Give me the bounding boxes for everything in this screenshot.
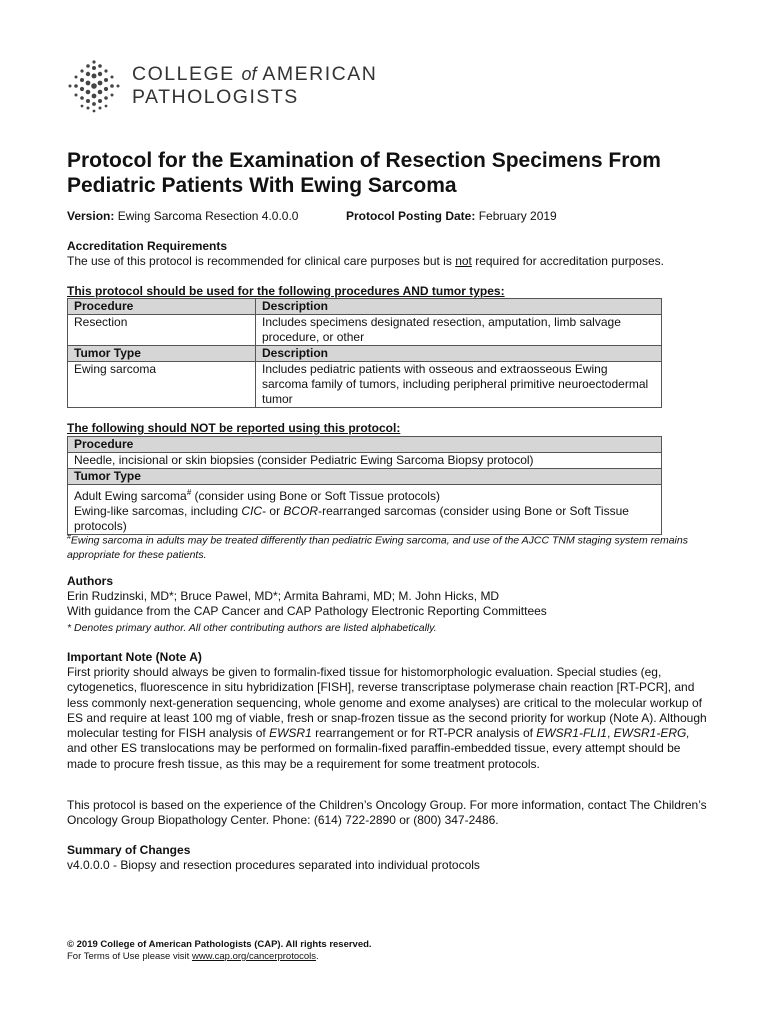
summary-heading: Summary of Changes: [67, 843, 191, 857]
logo-line-2: PATHOLOGISTS: [132, 86, 299, 108]
table-header-cell: Description: [256, 346, 662, 362]
table-header-cell: Procedure: [68, 437, 662, 453]
table-cell: Resection: [68, 315, 256, 346]
text-run: Ewing-like sarcomas, including: [74, 504, 242, 518]
table-header-row: [68, 299, 662, 315]
cap-logo-wordmark: [132, 63, 377, 109]
accreditation-text: [67, 254, 664, 269]
table-cell: Ewing sarcoma: [68, 362, 256, 408]
gene-name: EWSR1-FLI1: [536, 726, 607, 741]
used-for-table: [67, 298, 662, 408]
footnote-text: Ewing sarcoma in adults may be treated differently than pediatric Ewing sarcoma, and use of the AJCC TNM staging system remains appropriate for these patients.: [67, 534, 688, 561]
posting-date-line: [346, 209, 557, 224]
posting-date-label: Protocol Posting Date:: [346, 209, 476, 223]
table-header-cell: Description: [256, 299, 662, 315]
footer-copyright: © 2019 College of American Pathologists (CAP). All rights reserved.: [67, 939, 372, 950]
logo-line-1: [132, 63, 377, 86]
authors-heading: Authors: [67, 574, 113, 588]
table-header-cell: Procedure: [68, 299, 256, 315]
accreditation-heading: Accreditation Requirements: [67, 239, 228, 253]
table-header-row: [68, 469, 662, 485]
text-run: and other ES translocations may be performed on formalin-fixed paraffin-embedded tissue, every attempt should be made to procure fresh tissue, as this may be a requirement for some treatment protocols.: [67, 741, 681, 771]
not-reported-table: [67, 436, 662, 535]
version-label: Version:: [67, 209, 115, 223]
footnote-marker: #: [67, 534, 71, 541]
accreditation-underlined: not: [455, 254, 472, 268]
document-title: Protocol for the Examination of Resection Specimens From Pediatric Patients With Ewing Sarcoma: [67, 149, 661, 197]
adult-ewing-footnote: [67, 531, 707, 562]
table-header-cell: Tumor Type: [68, 346, 256, 362]
logo-word-college: COLLEGE: [132, 63, 235, 85]
table-row: [68, 485, 662, 535]
text-run: For Terms of Use please visit: [67, 951, 192, 962]
text-run: First priority should always be given to formalin-fixed tissue for histomorphologic evaluation. Special studies (eg, cytogenetics, fluorescence in situ hybridization [FISH], reverse transcriptase polymerase chain reaction [RT-PCR], and less commonly next-generation sequencing, whole genome and exome analyses) are critical to the molecular workup of ES and require at least 100 mg of viable, fresh or snap-frozen tissue as the second priority for workup (Note A). Although molecular testing for FISH analysis of: [67, 665, 707, 741]
table-cell: [68, 485, 662, 535]
text-run: rearrangement or for RT-PCR analysis of: [311, 726, 537, 741]
not-reported-table-wrap: [67, 436, 662, 535]
table-row: [68, 453, 662, 469]
logo-word-of: of: [241, 64, 257, 84]
table-header-row: [68, 437, 662, 453]
authors-note: * Denotes primary author. All other contributing authors are listed alphabetically.: [67, 622, 437, 634]
gene-name: EWSR1-ERG,: [613, 726, 690, 741]
accreditation-text-part: The use of this protocol is recommended for clinical care purposes but is: [67, 254, 456, 268]
table-row: [68, 362, 662, 408]
table-cell: Includes pediatric patients with osseous and extraosseous Ewing sarcoma family of tumors, including peripheral primitive neuroectodermal tumor: [256, 362, 662, 408]
text-run: Adult Ewing sarcoma: [74, 489, 187, 503]
accreditation-text-part: required for accreditation purposes.: [471, 254, 664, 268]
not-reported-heading: The following should NOT be reported using this protocol:: [67, 421, 401, 435]
used-for-table-wrap: [67, 298, 662, 408]
tumor-line-2: [74, 504, 655, 534]
important-note-heading: Important Note (Note A): [67, 650, 202, 664]
text-run: -rearranged sarcomas (consider using Bone or Soft Tissue protocols): [74, 504, 629, 533]
table-row: [68, 315, 662, 346]
text-run: - or: [262, 504, 284, 518]
summary-text: v4.0.0.0 - Biopsy and resection procedures separated into individual protocols: [67, 858, 480, 872]
table-header-cell: Tumor Type: [68, 469, 662, 485]
version-value: Ewing Sarcoma Resection 4.0.0.0: [117, 209, 299, 223]
posting-date-value: February 2019: [478, 209, 557, 223]
authors-guidance: With guidance from the CAP Cancer and CAP Pathology Electronic Reporting Committees: [67, 604, 547, 618]
gene-name: CIC: [241, 504, 263, 518]
terms-link[interactable]: www.cap.org/cancerprotocols: [191, 951, 317, 962]
table-cell: Includes specimens designated resection, amputation, limb salvage procedure, or other: [256, 315, 662, 346]
logo-word-american: AMERICAN: [262, 63, 378, 85]
cap-logo: [66, 58, 377, 114]
text-run: ,: [606, 726, 614, 741]
footnote-marker: #: [186, 488, 192, 497]
gene-name: EWSR1: [269, 726, 312, 741]
cap-dots-logo-icon: [66, 58, 122, 114]
cog-paragraph: This protocol is based on the experience of the Children’s Oncology Group. For more information, contact The Children’s Oncology Group Biopathology Center. Phone: (614) 722-2890 or (800) 347-2486.: [67, 798, 707, 828]
gene-name: BCOR: [283, 504, 319, 518]
authors-names: Erin Rudzinski, MD*; Bruce Pawel, MD*; Armita Bahrami, MD; M. John Hicks, MD: [67, 589, 500, 603]
footer-terms: [67, 951, 319, 963]
used-for-heading: This protocol should be used for the following procedures AND tumor types:: [67, 284, 505, 298]
table-header-row: [68, 346, 662, 362]
table-cell: Needle, incisional or skin biopsies (consider Pediatric Ewing Sarcoma Biopsy protocol): [68, 453, 662, 469]
version-line: [67, 209, 298, 224]
important-note-text: [67, 665, 707, 772]
text-run: (consider using Bone or Soft Tissue protocols): [191, 489, 440, 503]
tumor-line-1: [74, 485, 655, 504]
text-run: .: [316, 951, 319, 962]
